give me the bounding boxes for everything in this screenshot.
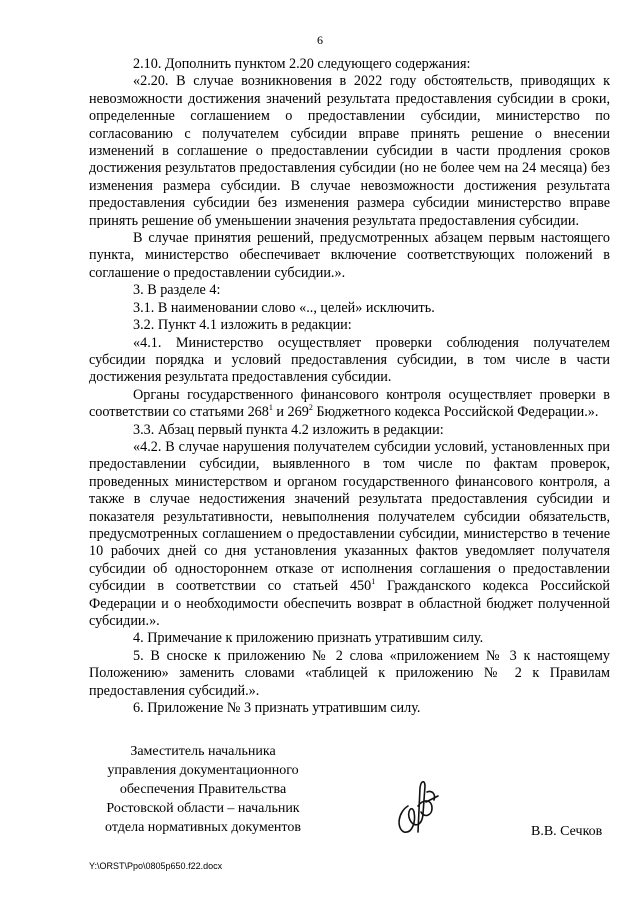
superscript: 1 xyxy=(371,577,376,587)
signatory-title-line: Заместитель начальника xyxy=(130,744,276,759)
paragraph xyxy=(89,439,610,630)
paragraph: 2.10. Дополнить пунктом 2.20 следующего содержания: xyxy=(133,56,471,72)
document-body xyxy=(89,56,610,717)
paragraph-text: и 269 xyxy=(272,404,309,421)
paragraph: «4.1. Министерство осуществляет проверки соблюдения получателем субсидии порядка и условий предоставления субсидии, в том числе в части достижения результата предоставления субсидии. xyxy=(89,334,610,386)
page-number: 6 xyxy=(317,33,323,47)
signatory-title-line: отдела нормативных документов xyxy=(105,820,301,835)
paragraph-text: Гражданского кодекса Российской Федерации и о необходимости обеспечить возврат в областной бюджет полученной субсидии.». xyxy=(89,578,610,629)
paragraph-text: Органы государственного финансового контроля осуществляет проверки в соответствии со статьями 268 xyxy=(89,386,610,421)
signatory-title-line: управления документационного xyxy=(107,763,299,778)
signatory-title-line: Ростовской области – начальник xyxy=(106,801,300,816)
paragraph: «2.20. В случае возникновения в 2022 году обстоятельств, приводящих к невозможности достижения значений результата предоставления субсидии в сроки, определенные соглашением о предоставлении субсидии, министерство по согласованию с получателем субсидии вправе принять решение о внесении изменений в соглашение о предоставлении субсидии в части продления сроков достижения результатов предоставления субсидии (но не более чем на 24 месяца) без изменения размера субсидии. В случае невозможности достижения результата предоставления субсидии без изменения размера субсидии министерство вправе принять решение об уменьшении значения результата предоставления субсидии. xyxy=(89,73,610,229)
superscript: 1 xyxy=(268,403,273,413)
paragraph: В случае принятия решений, предусмотренных абзацем первым настоящего пункта, министерство обеспечивает включение соответствующих положений в соглашение о предоставлении субсидии.». xyxy=(89,230,610,281)
paragraph: 6. Приложение № 3 признать утратившим силу. xyxy=(133,700,421,717)
paragraph xyxy=(89,387,610,422)
handwritten-signature xyxy=(394,772,440,838)
superscript: 2 xyxy=(308,403,313,413)
paragraph: 3.1. В наименовании слово «.., целей» исключить. xyxy=(133,299,435,316)
paragraph: 4. Примечание к приложению признать утратившим силу. xyxy=(133,630,484,647)
paragraph-text: Бюджетного кодекса Российской Федерации.». xyxy=(312,404,599,421)
signatory-title-line: обеспечения Правительства xyxy=(119,782,287,797)
paragraph: 3. В разделе 4: xyxy=(133,282,221,299)
signer-name: В.В. Сечков xyxy=(531,824,603,839)
paragraph: 3.3. Абзац первый пункта 4.2 изложить в редакции: xyxy=(133,421,444,438)
file-path: Y:\ORST\Ppo\0805p650.f22.docx xyxy=(89,861,223,871)
paragraph: 3.2. Пункт 4.1 изложить в редакции: xyxy=(133,317,352,334)
paragraph: 5. В сноске к приложению № 2 слова «приложением № 3 к настоящему Положению» заменить словами «таблицей к приложению № 2 к Правилам предоставления субсидий.». xyxy=(89,647,610,699)
signatory-title xyxy=(89,742,317,837)
paragraph-text: «4.2. В случае нарушения получателем субсидии условий, установленных при предоставлении субсидии, выявленного в том числе по фактам проверок, проведенных министерством и органом государственного финансового контроля, а также в случае недостижения значений результата предоставления субсидии и показателя результативности, невыполнения получателем субсидии обязательств, предусмотренных соглашением о предоставлении субсидии, министерство в течение 10 рабочих дней со дня установления указанных фактов уведомляет получателя субсидии об одностороннем отказе от исполнения соглашения о предоставлении субсидии в соответствии со статьей 450 xyxy=(89,438,610,595)
